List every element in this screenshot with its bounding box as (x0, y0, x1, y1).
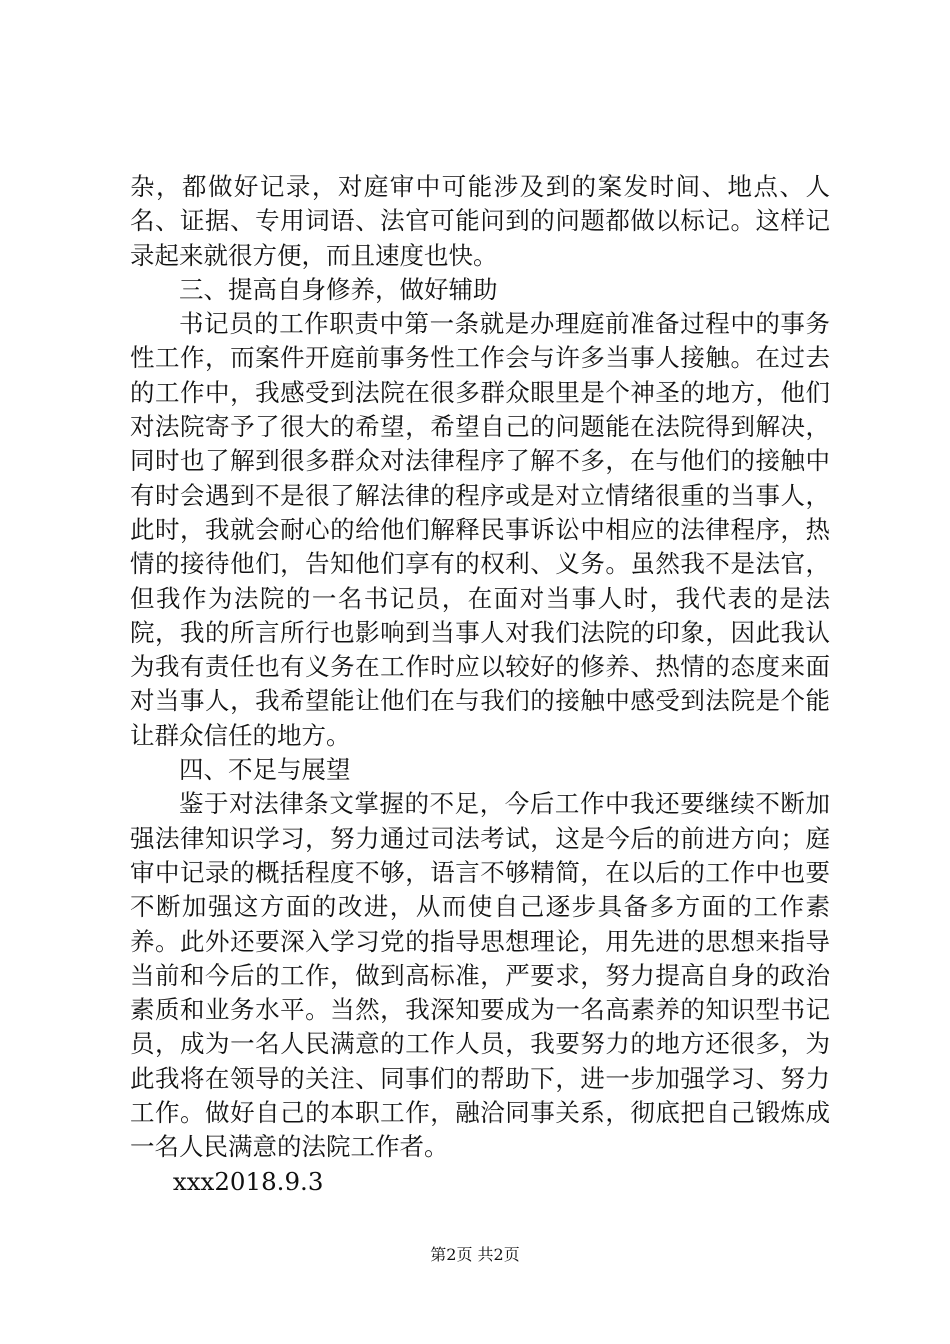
paragraph-body-3: 书记员的工作职责中第一条就是办理庭前准备过程中的事务性工作，而案件开庭前事务性工作会与许多当事人接触。在过去的工作中，我感受到法院在很多群众眼里是个神圣的地方，他们对法院寄予了很大的希望，希望自己的问题能在法院得到解决，同时也了解到很多群众对法律程序了解不多，在与他们的接触中有时会遇到不是很了解法律的程序或是对立情绪很重的当事人，此时，我就会耐心的给他们解释民事诉讼中相应的法律程序，热情的接待他们，告知他们享有的权利、义务。虽然我不是法官，但我作为法院的一名书记员，在面对当事人时，我代表的是法院，我的所言所行也影响到当事人对我们法院的印象，因此我认为我有责任也有义务在工作时应以较好的修养、热情的态度来面对当事人，我希望能让他们在与我们的接触中感受到法院是个能让群众信任的地方。 (130, 309, 830, 750)
page-footer (0, 1244, 950, 1266)
signature-date: xxx2018.9.3 (172, 1166, 324, 1196)
paragraph-body-4: 鉴于对法律条文掌握的不足，今后工作中我还要继续不断加强法律知识学习，努力通过司法考试，这是今后的前进方向；庭审中记录的概括程度不够，语言不够精简，在以后的工作中也要不断加强这方面的改进，从而使自己逐步具备多方面的工作素养。此外还要深入学习党的指导思想理论，用先进的思想来指导当前和今后的工作，做到高标准，严要求，努力提高自身的政治素质和业务水平。当然，我深知要成为一名高素养的知识型书记员，成为一名人民满意的工作人员，我要努力的地方还很多，为此我将在领导的关注、同事们的帮助下，进一步加强学习、努力工作。做好自己的本职工作，融洽同事关系，彻底把自己锻炼成一名人民满意的法院工作者。 (130, 789, 830, 1162)
section-heading-4: 四、不足与展望 (179, 755, 351, 785)
page-number-label: 第2页 共2页 (430, 1245, 520, 1264)
paragraph-continuation: 杂，都做好记录，对庭审中可能涉及到的案发时间、地点、人名、证据、专用词语、法官可能问到的问题都做以标记。这样记录起来就很方便，而且速度也快。 (130, 172, 830, 270)
section-heading-3: 三、提高自身修养，做好辅助 (179, 274, 498, 304)
document-body (130, 170, 830, 1199)
